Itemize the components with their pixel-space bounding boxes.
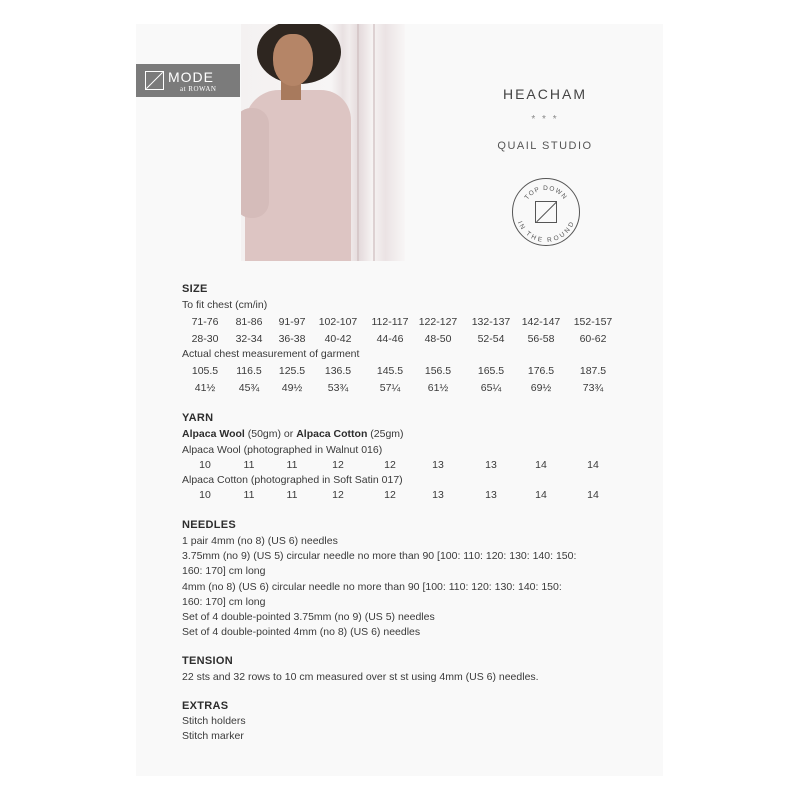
table-cell: 91-97 xyxy=(278,316,306,328)
needles-line: 4mm (no 8) (US 6) circular needle no more than 90 [100: 110: 120: 130: 140: 150: xyxy=(182,581,562,593)
table-cell: 57¼ xyxy=(379,382,401,394)
needles-line: 160: 170] cm long xyxy=(182,565,266,577)
table-cell: 145.5 xyxy=(376,365,404,377)
needles-line: Set of 4 double-pointed 4mm (no 8) (US 6) needles xyxy=(182,626,421,638)
cotton-label: Alpaca Cotton (photographed in Soft Satin 017) xyxy=(182,474,403,486)
table-cell: 187.5 xyxy=(579,365,607,377)
needles-heading: NEEDLES xyxy=(182,519,237,531)
difficulty-stars: * * * xyxy=(531,114,559,125)
table-cell: 10 xyxy=(199,489,211,501)
table-cell: 14 xyxy=(587,489,599,501)
table-cell: 49½ xyxy=(281,382,303,394)
svg-text:IN THE ROUND xyxy=(516,220,576,244)
size-heading: SIZE xyxy=(182,283,208,295)
table-cell: 13 xyxy=(485,459,497,471)
actual-chest-label: Actual chest measurement of garment xyxy=(182,348,360,360)
needles-line: 160: 170] cm long xyxy=(182,596,266,608)
table-cell: 105.5 xyxy=(191,365,219,377)
table-cell: 14 xyxy=(535,489,547,501)
table-cell: 11 xyxy=(243,459,255,471)
svg-text:TOP DOWN xyxy=(524,185,569,201)
table-cell: 136.5 xyxy=(324,365,352,377)
extras-heading: EXTRAS xyxy=(182,700,229,712)
table-cell: 132-137 xyxy=(471,316,511,328)
table-cell: 32-34 xyxy=(235,333,263,345)
table-cell: 40-42 xyxy=(324,333,352,345)
yarn-option-wool: Alpaca Wool xyxy=(182,428,245,440)
table-cell: 11 xyxy=(286,489,298,501)
table-cell: 12 xyxy=(384,459,396,471)
curtain-cord xyxy=(357,24,359,261)
wool-label: Alpaca Wool (photographed in Walnut 016) xyxy=(182,444,383,456)
table-cell: 142-147 xyxy=(521,316,561,328)
table-cell: 10 xyxy=(199,459,211,471)
top-down-icon xyxy=(535,201,557,223)
sleeve-shape xyxy=(241,108,269,218)
badge-top-text: TOP DOWN xyxy=(523,184,569,202)
table-cell: 112-117 xyxy=(371,316,409,328)
table-cell: 69½ xyxy=(530,382,552,394)
top-down-badge xyxy=(512,178,580,246)
table-cell: 14 xyxy=(587,459,599,471)
table-cell: 152-157 xyxy=(573,316,613,328)
yarn-heading: YARN xyxy=(182,412,214,424)
yarn-option-cotton-weight: (25gm) xyxy=(367,428,404,440)
extras-line: Stitch holders xyxy=(182,715,246,727)
table-cell: 61½ xyxy=(427,382,449,394)
badge-bottom-text: IN THE ROUND xyxy=(515,220,577,245)
table-cell: 41½ xyxy=(194,382,216,394)
brand-logo xyxy=(136,64,240,97)
needles-line: 3.75mm (no 9) (US 5) circular needle no more than 90 [100: 110: 120: 130: 140: 150: xyxy=(182,550,577,562)
needles-line: Set of 4 double-pointed 3.75mm (no 9) (US 5) needles xyxy=(182,611,435,623)
table-cell: 11 xyxy=(243,489,255,501)
table-cell: 71-76 xyxy=(191,316,219,328)
table-cell: 12 xyxy=(332,489,344,501)
table-cell: 44-46 xyxy=(376,333,404,345)
table-cell: 12 xyxy=(332,459,344,471)
tension-heading: TENSION xyxy=(182,655,233,667)
table-cell: 12 xyxy=(384,489,396,501)
table-cell: 48-50 xyxy=(424,333,452,345)
table-cell: 125.5 xyxy=(278,365,306,377)
table-cell: 81-86 xyxy=(235,316,263,328)
yarn-option-wool-weight: (50gm) or xyxy=(244,428,297,440)
needles-line: 1 pair 4mm (no 8) (US 6) needles xyxy=(182,535,338,547)
extras-line: Stitch marker xyxy=(182,730,244,742)
table-cell: 36-38 xyxy=(278,333,306,345)
curtain-cord xyxy=(373,24,375,261)
brand-sub: at ROWAN xyxy=(180,85,217,93)
table-cell: 176.5 xyxy=(527,365,555,377)
table-cell: 165.5 xyxy=(477,365,505,377)
table-cell: 122-127 xyxy=(418,316,458,328)
table-cell: 45¾ xyxy=(238,382,260,394)
table-cell: 65¼ xyxy=(480,382,502,394)
designer-name: QUAIL STUDIO xyxy=(497,140,593,152)
table-cell: 11 xyxy=(286,459,298,471)
table-cell: 156.5 xyxy=(424,365,452,377)
table-cell: 13 xyxy=(432,489,444,501)
yarn-option-cotton: Alpaca Cotton xyxy=(296,428,368,440)
table-cell: 52-54 xyxy=(477,333,505,345)
face-shape xyxy=(273,34,313,86)
table-cell: 60-62 xyxy=(579,333,607,345)
yarn-options xyxy=(182,428,404,441)
brand-name: MODE xyxy=(168,69,214,85)
table-cell: 73¾ xyxy=(582,382,604,394)
table-cell: 116.5 xyxy=(236,365,262,377)
brand-mark-icon xyxy=(145,71,164,90)
table-cell: 13 xyxy=(485,489,497,501)
model-photo xyxy=(241,24,405,261)
table-cell: 56-58 xyxy=(527,333,555,345)
table-cell: 53¾ xyxy=(327,382,349,394)
pattern-title: HEACHAM xyxy=(502,86,587,102)
table-cell: 13 xyxy=(432,459,444,471)
table-cell: 102-107 xyxy=(318,316,358,328)
fit-chest-label: To fit chest (cm/in) xyxy=(182,299,268,311)
table-cell: 14 xyxy=(535,459,547,471)
tension-text: 22 sts and 32 rows to 10 cm measured over st st using 4mm (US 6) needles. xyxy=(182,671,539,683)
table-cell: 28-30 xyxy=(191,333,219,345)
